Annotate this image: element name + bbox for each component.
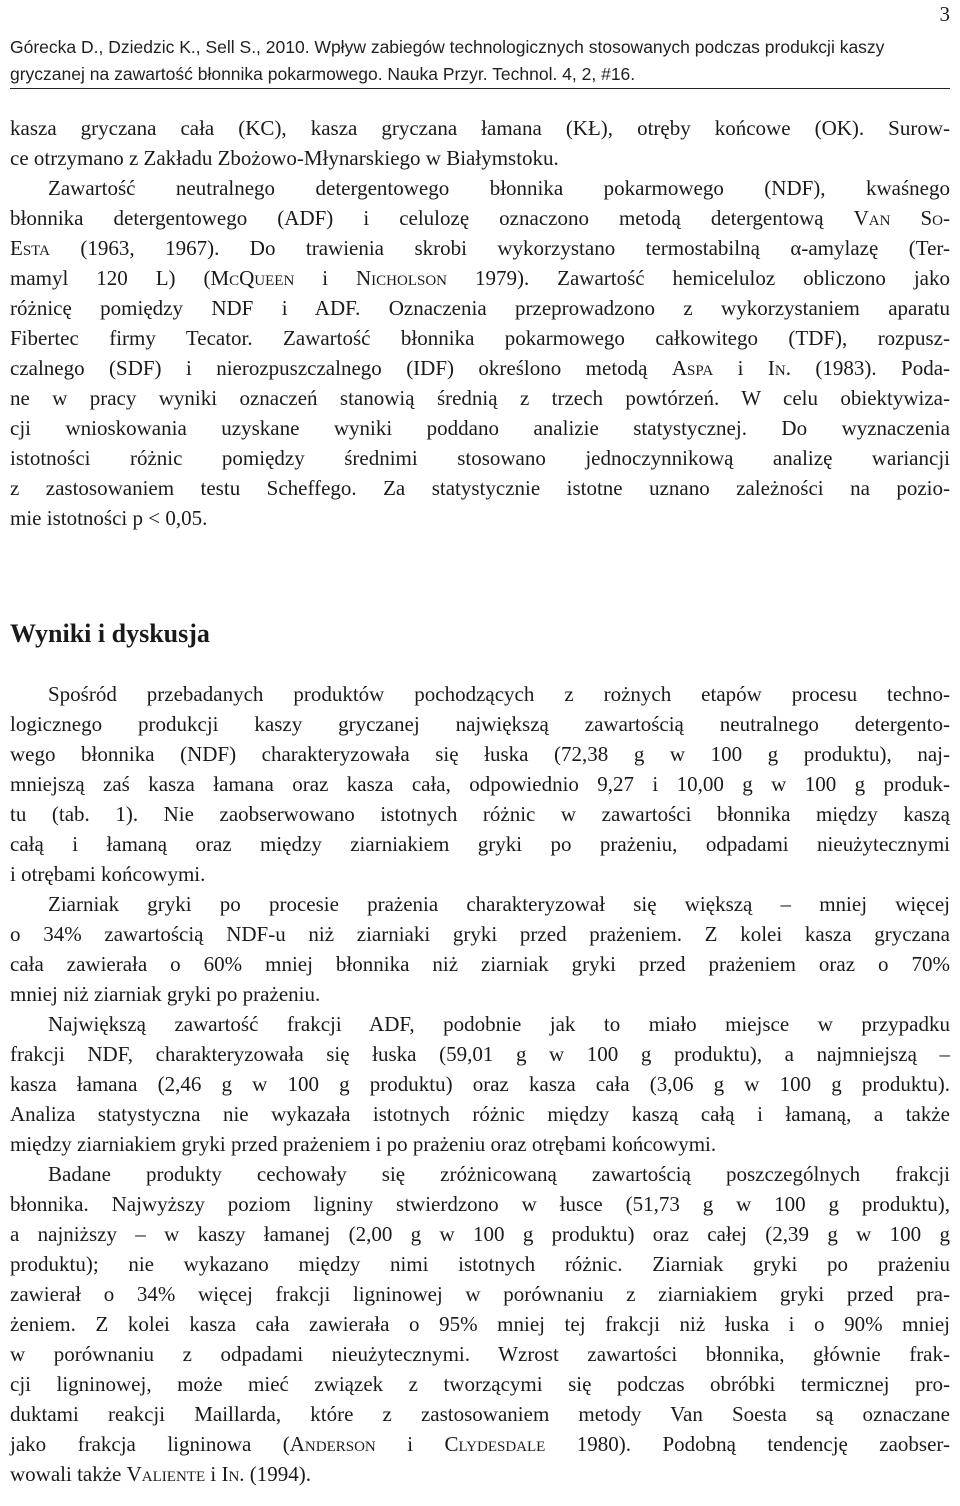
- methods-paragraph: [10, 113, 950, 533]
- text-line: kasza gryczana cała (KC), kasza gryczana łamana (KŁ), otręby końcowe (OK). Surow-: [10, 116, 950, 140]
- text-line: błonnika detergentowego (ADF) i celulozę oznaczono metodą detergentową Van So-: [10, 206, 950, 230]
- citation-line: gryczanej na zawartość błonnika pokarmowego. Nauka Przyr. Technol. 4, 2, #16.: [10, 64, 636, 84]
- text-line: ne w pracy wyniki oznaczeń stanowią średnią z trzech powtórzeń. W celu obiektywiza-: [10, 386, 950, 410]
- text-line: cji ligninowej, może mieć związek z tworzącymi się podczas obróbki termicznej pro-: [10, 1372, 950, 1396]
- citation-line: Górecka D., Dziedzic K., Sell S., 2010. Wpływ zabiegów technologicznych stosowanych podczas produkcji kaszy: [10, 37, 885, 57]
- text-line: Spośród przebadanych produktów pochodzących z rożnych etapów procesu techno-: [48, 682, 950, 706]
- text-line: Ziarniak gryki po procesie prażenia charakteryzował się większą – mniej więcej: [48, 892, 950, 916]
- text-line: mniejszą zaś kasza łamana oraz kasza cała, odpowiednio 9,27 i 10,00 g w 100 g produk-: [10, 772, 950, 796]
- section-title: Wyniki i dyskusja: [10, 619, 210, 648]
- text-line: czalnego (SDF) i nierozpuszczalnego (IDF) określono metodą Aspa i In. (1983). Poda-: [10, 356, 951, 380]
- text-line: różnicę pomiędzy NDF i ADF. Oznaczenia przeprowadzono z wykorzystaniem aparatu: [10, 296, 950, 320]
- header-rule: [10, 88, 950, 89]
- text-line: całą i łamaną oraz między ziarniakiem gryki po prażeniu, odpadami nieużytecznymi: [10, 832, 950, 856]
- text-line: istotności różnic pomiędzy średnimi stosowano jednoczynnikową analizę wariancji: [10, 446, 950, 470]
- text-line: Badane produkty cechowały się zróżnicowaną zawartością poszczególnych frakcji: [48, 1162, 950, 1186]
- text-line: cała zawierała o 60% mniej błonnika niż ziarniak gryki przed prażeniem oraz o 70%: [10, 952, 950, 976]
- text-line: mniej niż ziarniak gryki po prażeniu.: [10, 982, 321, 1006]
- text-line: Największą zawartość frakcji ADF, podobnie jak to miało miejsce w przypadku: [48, 1012, 950, 1036]
- text-line: wowali także Valiente i In. (1994).: [10, 1462, 312, 1486]
- text-line: duktami reakcji Maillarda, które z zastosowaniem metody Van Soesta są oznaczane: [10, 1402, 950, 1426]
- text-line: logicznego produkcji kaszy gryczanej największą zawartością neutralnego detergento-: [10, 712, 950, 736]
- text-line: Zawartość neutralnego detergentowego błonnika pokarmowego (NDF), kwaśnego: [48, 176, 950, 200]
- text-line: i otrębami końcowymi.: [10, 862, 206, 886]
- text-line: jako frakcja ligninowa (Anderson i Clydesdale 1980). Podobną tendencję zaobser-: [10, 1432, 950, 1456]
- text-line: zawierał o 34% więcej frakcji ligninowej w porównaniu z ziarniakiem gryki przed pra-: [10, 1282, 950, 1306]
- text-line: kasza łamana (2,46 g w 100 g produktu) oraz kasza cała (3,06 g w 100 g produktu).: [10, 1072, 950, 1096]
- text-line: w porównaniu z odpadami nieużytecznymi. Wzrost zawartości błonnika, głównie frak-: [10, 1342, 950, 1366]
- text-line: cji wnioskowania uzyskane wyniki poddano analizie statystycznej. Do wyznaczenia: [10, 416, 950, 440]
- text-line: mamyl 120 L) (McQueen i Nicholson 1979). Zawartość hemiceluloz obliczono jako: [10, 266, 950, 290]
- text-line: z zastosowaniem testu Scheffego. Za statystycznie istotne uznano zależności na pozio-: [10, 476, 950, 500]
- text-line: między ziarniakiem gryki przed prażeniem i po prażeniu oraz otrębami końcowymi.: [10, 1132, 717, 1156]
- text-line: frakcji NDF, charakteryzowała się łuska (59,01 g w 100 g produktu), a najmniejszą –: [10, 1042, 950, 1066]
- text-line: żeniem. Z kolei kasza cała zawierała o 95% mniej tej frakcji niż łuska i o 90% mniej: [10, 1312, 950, 1336]
- results-text: [10, 679, 950, 1489]
- citation-header: [10, 34, 950, 88]
- text-line: błonnika. Najwyższy poziom ligniny stwierdzono w łusce (51,73 g w 100 g produktu),: [10, 1192, 950, 1216]
- text-line: ce otrzymano z Zakładu Zbożowo-Młynarskiego w Białymstoku.: [10, 146, 559, 170]
- text-line: tu (tab. 1). Nie zaobserwowano istotnych różnic w zawartości błonnika między kaszą: [10, 802, 950, 826]
- text-line: Esta (1963, 1967). Do trawienia skrobi wykorzystano termostabilną α-amylazę (Ter-: [10, 236, 950, 260]
- text-line: o 34% zawartością NDF-u niż ziarniaki gryki przed prażeniem. Z kolei kasza gryczana: [10, 922, 950, 946]
- text-line: wego błonnika (NDF) charakteryzowała się łuska (72,38 g w 100 g produktu), naj-: [10, 742, 950, 766]
- text-line: Fibertec firmy Tecator. Zawartość błonnika pokarmowego całkowitego (TDF), rozpusz-: [10, 326, 950, 350]
- text-line: a najniższy – w kaszy łamanej (2,00 g w 100 g produktu) oraz całej (2,39 g w 100 g: [10, 1222, 950, 1246]
- text-line: Analiza statystyczna nie wykazała istotnych różnic między kaszą całą i łamaną, a także: [10, 1102, 950, 1126]
- text-line: mie istotności p < 0,05.: [10, 506, 208, 530]
- text-line: produktu); nie wykazano między nimi istotnych różnic. Ziarniak gryki po prażeniu: [10, 1252, 950, 1276]
- page-number: 3: [939, 2, 950, 26]
